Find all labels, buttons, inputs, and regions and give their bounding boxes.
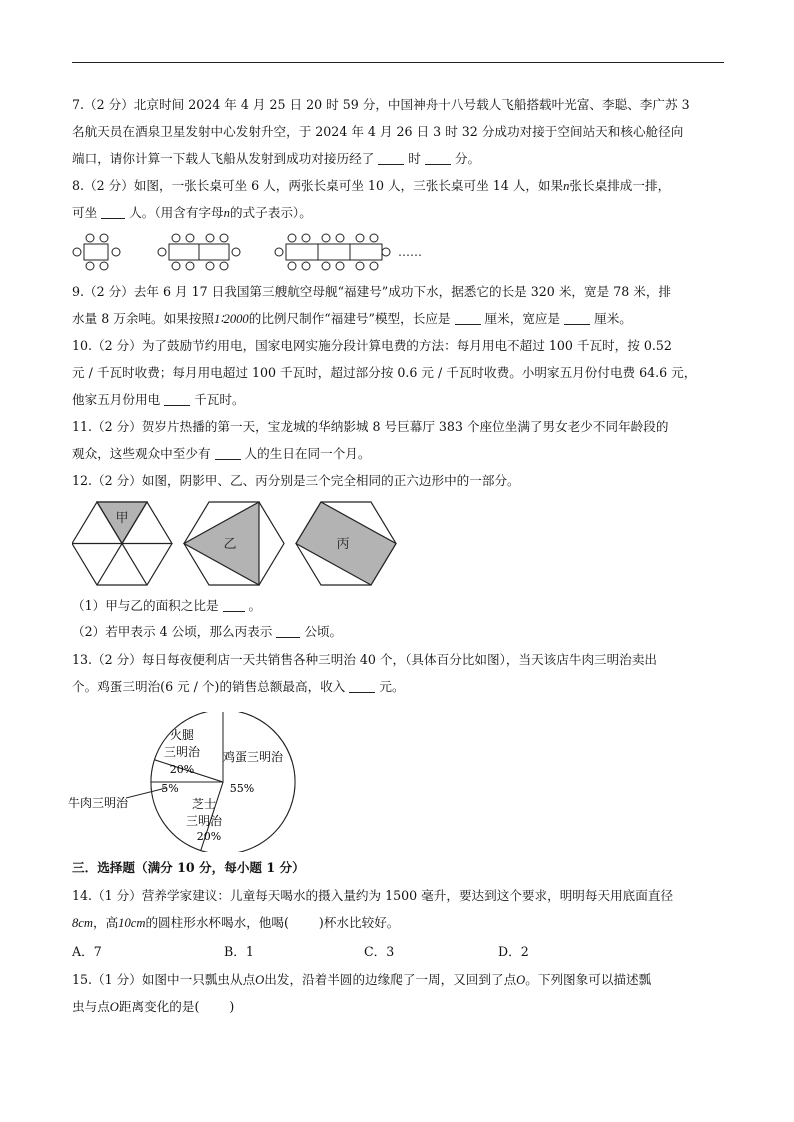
q12-sub-1: （1）甲与乙的面积之比是 。 xyxy=(72,598,262,613)
q12-line-1: 12.（2 分）如图，阴影甲、乙、丙分别是三个完全相同的正六边形中的一部分。 xyxy=(72,473,520,488)
q11-line-1: 11.（2 分）贺岁片热播的第一天，宝龙城的华纳影城 8 号巨幕厅 383 个座位坐满了男女老少不同年龄段的 xyxy=(72,419,669,434)
q14-option-a[interactable]: A．7 xyxy=(72,944,102,959)
q13-line-2: 个。鸡蛋三明治(6 元 / 个)的销售总额最高，收入 元。 xyxy=(72,679,405,694)
header-rule xyxy=(72,62,724,63)
q7-line-3: 端口，请你计算一下载人飞船从发射到成功对接历经了 时 分。 xyxy=(72,151,481,166)
q15-line-2: 虫与点O距离变化的是( ) xyxy=(72,999,235,1014)
q13-line-1: 13.（2 分）每日每夜便利店一天共销售各种三明治 40 个，（具体百分比如图），当天该店牛肉三明治卖出 xyxy=(72,652,658,667)
q15-line-1: 15.（1 分）如图中一只瓢虫从点O出发，沿着半圆的边缘爬了一周，又回到了点O。下列图象可以描述瓢 xyxy=(72,972,652,987)
q8-line-2: 可坐 人。（用含有字母n的式子表示）。 xyxy=(72,205,312,220)
q12-sub-2: （2）若甲表示 4 公顷，那么丙表示 公顷。 xyxy=(72,624,343,639)
q8-line-1: 8.（2 分）如图，一张长桌可坐 6 人，两张长桌可坐 10 人，三张长桌可坐 14 人，如果n张长桌排成一排， xyxy=(72,178,671,193)
q12-area-blank[interactable] xyxy=(276,624,300,638)
label-bing: 丙 xyxy=(336,537,350,552)
q14-option-b[interactable]: B．1 xyxy=(224,944,254,959)
q9-length-blank[interactable] xyxy=(455,311,481,325)
hexagon-figures xyxy=(72,500,412,588)
ellipsis-text: …… xyxy=(398,245,422,259)
q10-line-2: 元 / 千瓦时收费；每月用电超过 100 千瓦时，超过部分按 0.6 元 / 千瓦时收费。小明家五月份付电费 64.6 元， xyxy=(72,365,697,380)
q14-option-d[interactable]: D．2 xyxy=(498,944,529,959)
cheese-label-2: 三明治 xyxy=(185,814,223,828)
q14-line-1: 14.（1 分）营养学家建议：儿童每天喝水的摄入量约为 1500 毫升，要达到这个要求，明明每天用底面直径 xyxy=(72,888,674,903)
q11-line-2: 观众，这些观众中至少有 人的生日在同一个月。 xyxy=(72,446,371,461)
q9-line-1: 9.（2 分）去年 6 月 17 日我国第三艘航空母舰“福建号”成功下水，据悉它的长是 320 米，宽是 78 米，排 xyxy=(72,284,672,299)
q10-line-1: 10.（2 分）为了鼓励节约用电，国家电网实施分段计算电费的方法：每月用电不超过 100 千瓦时，按 0.52 xyxy=(72,338,672,353)
beef-pct-label: 5% xyxy=(161,782,179,795)
q7-line-1: 7.（2 分）北京时间 2024 年 4 月 25 日 20 时 59 分，中国神舟十八号载人飞船搭载叶光富、李聪、李广苏 3 xyxy=(72,97,690,112)
label-yi: 乙 xyxy=(223,537,237,552)
q13-answer-blank[interactable] xyxy=(349,679,375,693)
q14-options xyxy=(72,942,724,962)
ham-label-2: 三明治 xyxy=(163,745,201,759)
sandwich-pie-chart xyxy=(64,712,304,852)
q12-ratio-blank[interactable] xyxy=(223,598,245,612)
q7-minute-blank[interactable] xyxy=(425,151,451,165)
q7-hour-blank[interactable] xyxy=(378,151,404,165)
q8-answer-blank[interactable] xyxy=(101,205,125,219)
q14-line-2: 8cm，高10cm的圆柱形水杯喝水，他喝( )杯水比较好。 xyxy=(72,915,400,930)
q14-option-c[interactable]: C．3 xyxy=(364,944,395,959)
cheese-pct-label: 20% xyxy=(196,830,222,843)
egg-pct-label: 55% xyxy=(229,782,255,795)
q9-line-2: 水量 8 万余吨。如果按照1∶2000的比例尺制作“福建号”模型，长应是 厘米，宽应是 厘米。 xyxy=(72,311,632,326)
beef-label: 牛肉三明治 xyxy=(67,796,129,810)
ham-pct-label: 20% xyxy=(169,763,195,776)
table-seating-figure xyxy=(70,230,490,274)
q10-line-3: 他家五月份用电 千瓦时。 xyxy=(72,392,245,407)
q10-answer-blank[interactable] xyxy=(164,392,190,406)
label-jia: 甲 xyxy=(115,511,129,526)
q11-answer-blank[interactable] xyxy=(215,446,241,460)
cheese-label-1: 芝士 xyxy=(191,797,217,811)
section-3-title: 三．选择题（满分 10 分，每小题 1 分） xyxy=(72,860,305,875)
ham-label-1: 火腿 xyxy=(169,728,195,742)
q7-line-2: 名航天员在酒泉卫星发射中心发射升空，于 2024 年 4 月 26 日 3 时 32 分成功对接于空间站天和核心舱径向 xyxy=(72,124,684,139)
egg-label: 鸡蛋三明治 xyxy=(222,750,284,764)
q9-width-blank[interactable] xyxy=(564,311,590,325)
